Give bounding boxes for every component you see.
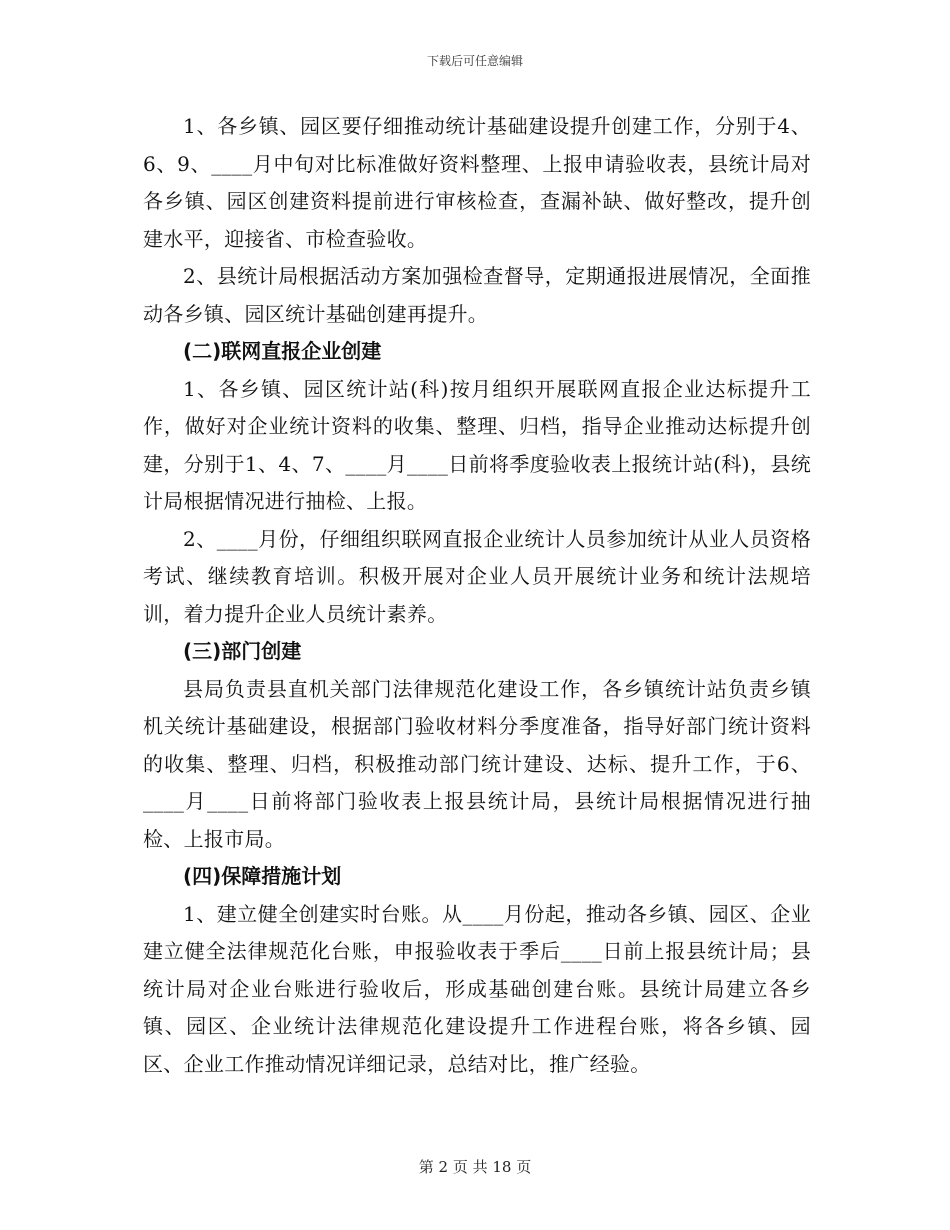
section-heading-3: (三)部门创建 [183,639,302,663]
paragraph-5: 县局负责县直机关部门法律规范化建设工作，各乡镇统计站负责乡镇机关统计基础建设，根据部门验收材料分季度准备，指导好部门统计资料的收集、整理、归档，积极推动部门统计建设、达标、提升工作，于6、____月____日前将部门验收表上报县统计局，县统计局根据情况进行抽检、上报市局。 [143,676,811,851]
page-header: 下载后可任意编辑 [426,54,523,68]
section-heading-2: (二)联网直报企业创建 [183,339,382,363]
paragraph-2: 2、县统计局根据活动方案加强检查督导，定期通报进展情况，全面推动各乡镇、园区统计基础创建再提升。 [143,264,811,326]
paragraph-3: 1、各乡镇、园区统计站(科)按月组织开展联网直报企业达标提升工作，做好对企业统计资料的收集、整理、归档，指导企业推动达标提升创建，分别于1、4、7、____月____日前将季度验收表上报统计站(科)，县统计局根据情况进行抽检、上报。 [143,376,811,513]
paragraph-6: 1、建立健全创建实时台账。从____月份起，推动各乡镇、园区、企业建立健全法律规范化台账，申报验收表于季后____日前上报县统计局；县统计局对企业台账进行验收后，形成基础创建台账。县统计局建立各乡镇、园区、企业统计法律规范化建设提升工作进程台账，将各乡镇、园区、企业工作推动情况详细记录，总结对比，推广经验。 [143,901,811,1076]
paragraph-4: 2、____月份，仔细组织联网直报企业统计人员参加统计从业人员资格考试、继续教育培训。积极开展对企业人员开展统计业务和统计法规培训，着力提升企业人员统计素养。 [143,526,811,626]
page-footer: 第 2 页 共 18 页 [418,1158,532,1176]
section-heading-4: (四)保障措施计划 [183,864,342,888]
document-body [143,108,811,1083]
paragraph-1: 1、各乡镇、园区要仔细推动统计基础建设提升创建工作，分别于4、6、9、____月中旬对比标准做好资料整理、上报申请验收表，县统计局对各乡镇、园区创建资料提前进行审核检查，查漏补缺、做好整改，提升创建水平，迎接省、市检查验收。 [143,114,811,251]
